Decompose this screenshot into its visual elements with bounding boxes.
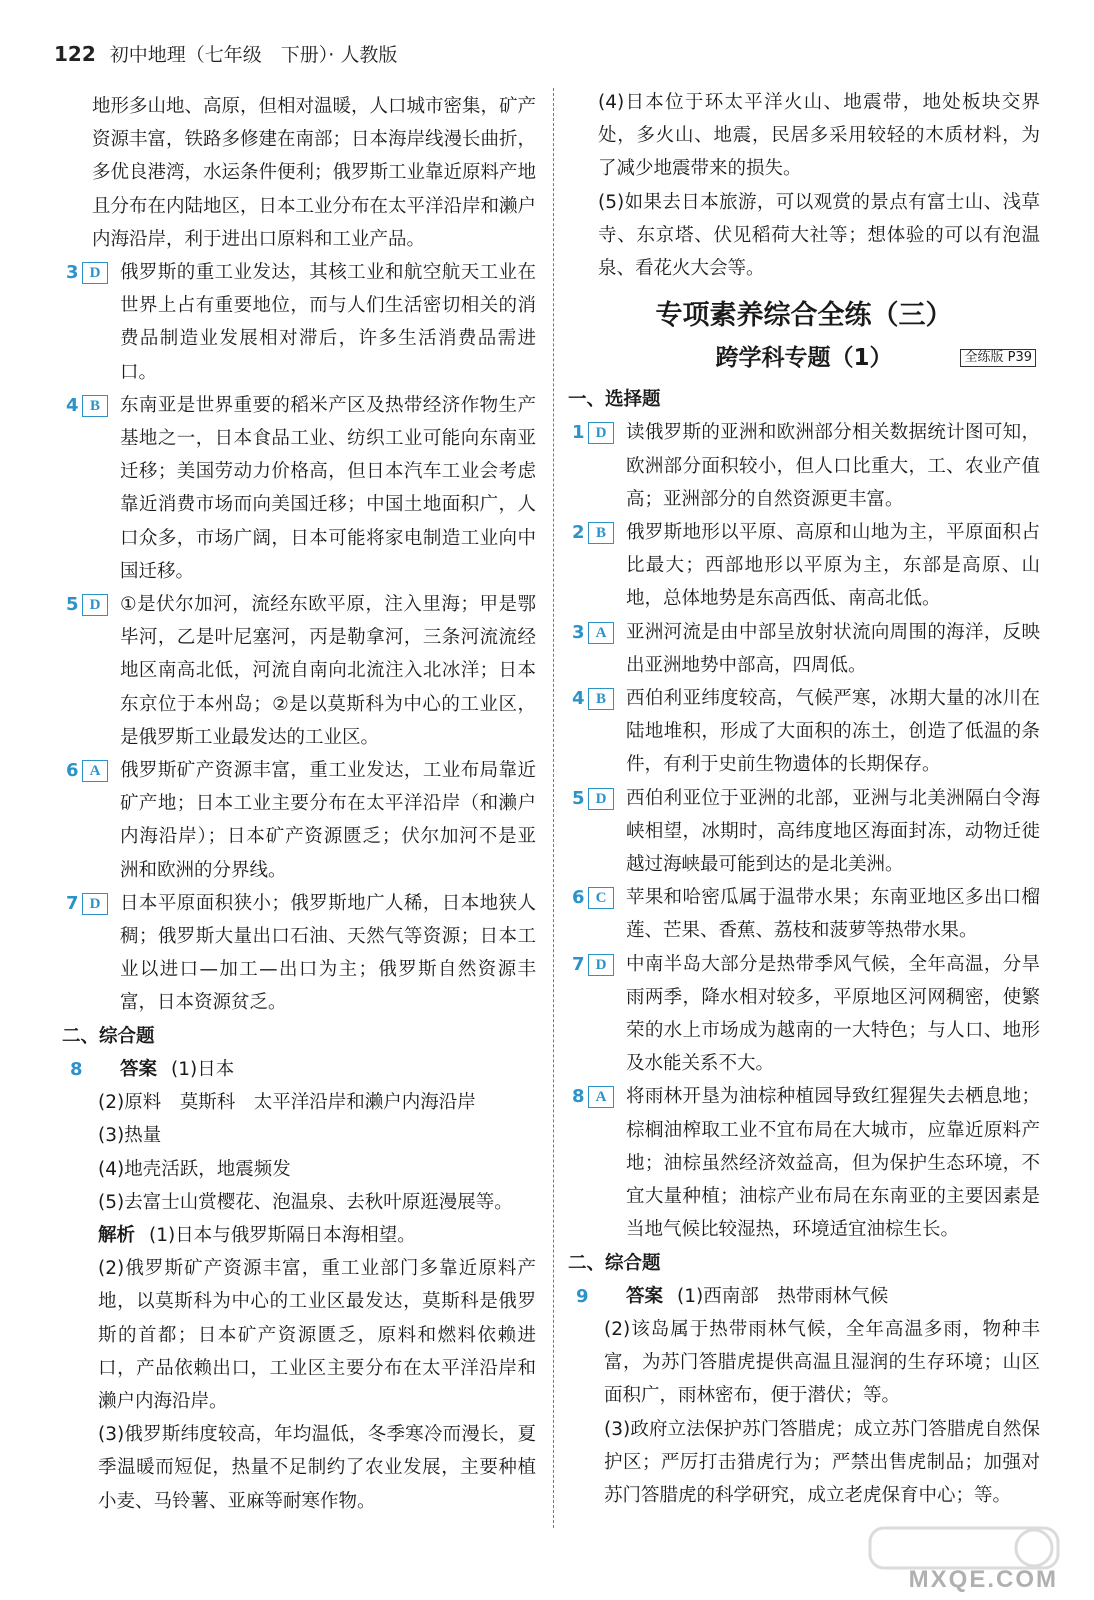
question-5: [568, 782, 1040, 882]
answer-line: (1)西南部 热带雨林气候: [677, 1285, 889, 1307]
answer-badge: D: [82, 594, 108, 616]
section-title: 专项素养综合全练（三）: [655, 300, 953, 332]
answer-line: (1)日本: [171, 1058, 235, 1080]
question-5: [62, 588, 536, 754]
question-number: 9: [576, 1285, 589, 1307]
question-number: 6: [572, 887, 585, 909]
answer-badge: D: [82, 893, 108, 915]
question-number: 4: [66, 394, 79, 416]
question-6: [568, 881, 1040, 947]
question-7: [568, 948, 1040, 1081]
explanation-text: 东南亚是世界重要的稻米产区及热带经济作物生产基地之一，日本食品工业、纺织工业可能向东南亚迁移；美国劳动力价格高，但日本汽车工业会考虑靠近消费市场而向美国迁移；中国土地面积广，人口众多，市场广阔，日本可能将家电制造工业向中国迁移。: [120, 394, 536, 582]
question-number: 3: [66, 262, 79, 284]
question-4: [62, 389, 536, 588]
question-3: [62, 256, 536, 389]
question-8: [568, 1080, 1040, 1246]
answer-badge: D: [588, 954, 614, 976]
explanation-text: 俄罗斯地形以平原、高原和山地为主，平原面积占比最大；西部地形以平原为主，东部是高原、山地，总体地势是东高西低、南高北低。: [626, 522, 1040, 610]
analysis-line: (3)俄罗斯纬度较高，年均温低，冬季寒冷而漫长，夏季温暖而短促，热量不足制约了农业发展，主要种植小麦、马铃薯、亚麻等耐寒作物。: [98, 1424, 536, 1512]
page-reference-tag: 全练版 P39: [960, 349, 1036, 367]
question-number: 3: [572, 621, 585, 643]
answer-badge: D: [82, 262, 108, 284]
answer-line: (3)热量: [98, 1125, 162, 1147]
question-9: [568, 1280, 1040, 1512]
answer-line: (4)地壳活跃，地震频发: [98, 1158, 291, 1180]
answer-row: [62, 1053, 536, 1086]
answer-badge: C: [588, 887, 614, 909]
answer-badge: B: [588, 522, 614, 544]
answer-badge: B: [588, 688, 614, 710]
explanation-text: 中南半岛大部分是热带季风气候，全年高温，分旱雨两季，降水相对较多，平原地区河网稠密，使繁荣的水上市场成为越南的一大特色；与人口、地形及水能关系不大。: [626, 953, 1040, 1075]
analysis-line: (5)如果去日本旅游，可以观赏的景点有富士山、浅草寺、东京塔、伏见稻荷大社等；想体验的可以有泡温泉、看花火大会等。: [598, 191, 1040, 280]
answer-line: (3)政府立法保护苏门答腊虎；成立苏门答腊虎自然保护区；严厉打击猎虎行为；严禁出售虎制品；加强对苏门答腊虎的科学研究，成立老虎保育中心；等。: [604, 1418, 1040, 1506]
answer-label: 答案: [626, 1285, 664, 1307]
question-1: [568, 416, 1040, 516]
book-title: 初中地理（七年级 下册）· 人教版: [109, 44, 398, 66]
question-7: [62, 887, 536, 1020]
explanation-text: 苹果和哈密瓜属于温带水果；东南亚地区多出口榴莲、芒果、香蕉、荔枝和菠萝等热带水果。: [626, 887, 1040, 942]
answer-badge: A: [588, 1086, 614, 1108]
answer-badge: B: [82, 395, 108, 417]
section-heading: 二、综合题: [568, 1252, 661, 1274]
question-3: [568, 616, 1040, 682]
question-number: 5: [66, 594, 79, 616]
question-number: 6: [66, 760, 79, 782]
answer-badge: A: [82, 760, 108, 782]
explanation-text: 亚洲河流是由中部呈放射状流向周围的海洋，反映出亚洲地势中部高，四周低。: [626, 621, 1040, 676]
explanation-text: 俄罗斯矿产资源丰富，重工业发达，工业布局靠近矿产地；日本工业主要分布在太平洋沿岸（和濑户内海沿岸）；日本矿产资源匮乏；伏尔加河不是亚洲和欧洲的分界线。: [120, 760, 536, 881]
question-number: 8: [572, 1086, 585, 1108]
section-subtitle: 跨学科专题（1）: [715, 345, 893, 372]
analysis-label: 解析: [98, 1224, 136, 1246]
explanation-text: 日本平原面积狭小；俄罗斯地广人稀，日本地狭人稠；俄罗斯大量出口石油、天然气等资源；日本工业以进口—加工—出口为主；俄罗斯自然资源丰富，日本资源贫乏。: [120, 892, 536, 1014]
analysis-row: [62, 1219, 536, 1252]
page-header: [54, 40, 397, 67]
answer-badge: D: [588, 788, 614, 810]
answer-line: (5)去富士山赏樱花、泡温泉、去秋叶原逛漫展等。: [98, 1191, 513, 1213]
explanation-text: ①是伏尔加河，流经东欧平原，注入里海；甲是鄂毕河，乙是叶尼塞河，丙是勒拿河，三条河流流经地区南高北低，河流自南向北流注入北冰洋；日本东京位于本州岛；②是以莫斯科为中心的工业区，是俄罗斯工业最发达的工业区。: [120, 594, 536, 748]
analysis-line: (4)日本位于环太平洋火山、地震带，地处板块交界处，多火山、地震，民居多采用较轻的木质材料，为了减少地震带来的损失。: [598, 92, 1040, 180]
right-column: [568, 86, 1040, 1512]
question-number: 7: [66, 892, 79, 914]
column-divider: [553, 88, 554, 1528]
section-heading: 一、选择题: [568, 389, 661, 411]
question-number: 2: [572, 522, 585, 544]
watermark-text: MXQE.COM: [908, 1566, 1058, 1593]
question-number: 8: [70, 1058, 83, 1080]
answer-line: (2)该岛属于热带雨林气候，全年高温多雨，物种丰富，为苏门答腊虎提供高温且湿润的生存环境；山区面积广，雨林密布，便于潜伏；等。: [604, 1318, 1040, 1407]
left-column: [62, 90, 536, 1518]
answer-row: [568, 1280, 1040, 1313]
answer-label: 答案: [120, 1058, 158, 1080]
subtitle-row: [568, 337, 1040, 379]
explanation-text: 西伯利亚纬度较高，气候严寒，冰期大量的冰川在陆地堆积，形成了大面积的冻土，创造了低温的条件，有利于史前生物遗体的长期保存。: [626, 688, 1040, 776]
question-number: 7: [572, 953, 585, 975]
question-number: 5: [572, 787, 585, 809]
section-heading: 二、综合题: [62, 1025, 155, 1047]
question-number: 1: [572, 422, 585, 444]
page-number: 122: [54, 42, 96, 66]
answer-badge: D: [588, 422, 614, 444]
answer-badge: A: [588, 622, 614, 644]
explanation-text: 将雨林开垦为油棕种植园导致红猩猩失去栖息地；棕榈油榨取工业不宜布局在大城市，应靠近原料产地；油棕虽然经济效益高，但为保护生态环境，不宜大量种植；油棕产业布局在东南亚的主要因素是当地气候比较湿热，环境适宜油棕生长。: [626, 1086, 1040, 1241]
question-6: [62, 754, 536, 887]
question-4: [568, 682, 1040, 782]
continued-text: 地形多山地、高原，但相对温暖，人口城市密集，矿产资源丰富，铁路多修建在南部；日本海岸线漫长曲折，多优良港湾，水运条件便利；俄罗斯工业靠近原料产地且分布在内陆地区，日本工业分布在太平洋沿岸和濑户内海沿岸，利于进出口原料和工业产品。: [92, 96, 537, 250]
question-2: [568, 516, 1040, 616]
explanation-text: 读俄罗斯的亚洲和欧洲部分相关数据统计图可知，欧洲部分面积较小，但人口比重大，工、农业产值高；亚洲部分的自然资源更丰富。: [626, 422, 1040, 510]
analysis-line: (1)日本与俄罗斯隔日本海相望。: [149, 1224, 416, 1246]
explanation-text: 西伯利亚位于亚洲的北部，亚洲与北美洲隔白令海峡相望，冰期时，高纬度地区海面封冻，动物迁徙越过海峡最可能到达的是北美洲。: [626, 787, 1040, 876]
question-number: 4: [572, 688, 585, 710]
analysis-line: (2)俄罗斯矿产资源丰富，重工业部门多靠近原料产地，以莫斯科为中心的工业区最发达，莫斯科是俄罗斯的首都；日本矿产资源匮乏，原料和燃料依赖进口，产品依赖出口，工业区主要分布在太平洋沿岸和濑户内海沿岸。: [98, 1258, 536, 1412]
explanation-text: 俄罗斯的重工业发达，其核工业和航空航天工业在世界上占有重要地位，而与人们生活密切相关的消费品制造业发展相对滞后，许多生活消费品需进口。: [120, 262, 536, 383]
answer-line: (2)原料 莫斯科 太平洋沿岸和濑户内海沿岸: [98, 1092, 476, 1114]
question-8: [62, 1053, 536, 1518]
